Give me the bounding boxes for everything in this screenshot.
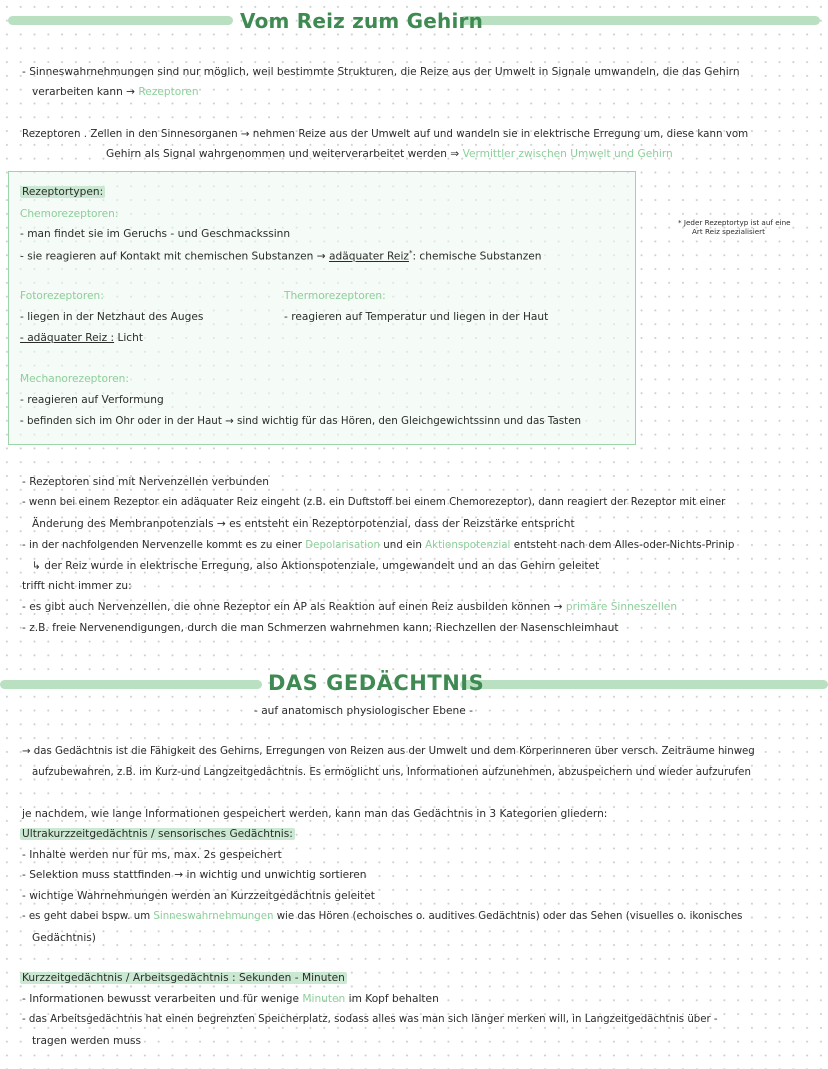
foto-2b: Licht: [117, 332, 143, 344]
title-bar-right: [460, 16, 820, 25]
chemo-2: [20, 249, 542, 263]
depolarisation-term: Depolarisation: [305, 539, 380, 551]
box-heading-text: Rezeptortypen:: [22, 186, 104, 198]
primaere-sinneszellen-term: primäre Sinneszellen: [565, 601, 678, 613]
categories-line: je nachdem, wie lange Informationen gespeichert werden, kann man das Gedächtnis in 3 Kategorien gliedern:: [22, 808, 608, 820]
gedaechtnis-def-2: aufzubewahren, z.B. im Kurz-und Langzeitgedächtnis. Es ermöglicht uns, Informationen aufzunehmen, abzuspeichern und wieder aufzurufen: [32, 767, 751, 778]
gedaechtnis-def-1: → das Gedächtnis ist die Fähigkeit des Gehirns, Erregungen von Reizen aus der Umwelt und dem Körperinneren über versch. Zeiträume hinweg: [22, 746, 755, 757]
ukzg-title-text: Ultrakurzzeitgedächtnis / sensorisches Gedächtnis:: [22, 828, 293, 840]
kzg-1-pre: - Informationen bewusst verarbeiten und für wenige: [22, 993, 299, 1005]
ukzg-4-line-2: Gedächtnis): [32, 932, 96, 944]
ukzg-1: - Inhalte werden nur für ms, max. 2s gespeichert: [22, 849, 282, 861]
title2-bar-right: [460, 680, 828, 689]
bullet-3-line-2: ↳ der Reiz wurde in elektrische Erregung, also Aktionspotenziale, umgewandelt und an das Gehirn geleitet: [32, 560, 600, 572]
side-note-line-2: Art Reiz spezialisiert: [692, 227, 765, 236]
bullet-2-line-1: - wenn bei einem Rezeptor ein adäquater Reiz eingeht (z.B. ein Duftstoff bei einem Chemorezeptor), dann reagiert der Rezeptor mit einer: [22, 497, 726, 508]
bullet-3-pre: - in der nachfolgenden Nervenzelle kommt es zu einer: [22, 539, 302, 551]
page-title: Vom Reiz zum Gehirn: [240, 9, 484, 33]
intro-line-2: [32, 86, 199, 98]
rez-def-line-1: Rezeptoren . Zellen in den Sinnesorganen → nehmen Reize aus der Umwelt auf und wandeln sie in elektrische Erregung um, diese kann vom: [22, 128, 749, 140]
section2-title: DAS GEDÄCHTNIS: [268, 671, 485, 695]
ukzg-4-post: wie das Hören (echoisches o. auditives Gedächtnis) oder das Sehen (visuelles o. ikonisches: [276, 911, 743, 922]
ukzg-title: [20, 828, 295, 840]
kzg-2-line-1: - das Arbeitsgedächtnis hat einen begrenzten Speicherplatz, sodass alles was man sich länger merken will, in Langzeitgedächtnis über -: [22, 1014, 718, 1025]
bullet-5-pre: - es gibt auch Nervenzellen, die ohne Rezeptor ein AP als Reaktion auf einen Reiz ausbilden können →: [22, 601, 563, 613]
rez-def-term: Vermittler zwischen Umwelt und Gehirn: [462, 148, 673, 160]
kzg-2-line-2: tragen werden muss: [32, 1035, 142, 1047]
thermo-title: Thermorezeptoren:: [284, 290, 386, 302]
title2-bar-left: [0, 680, 262, 689]
asterisk: *: [408, 249, 413, 257]
rez-def-line-2: [106, 148, 673, 160]
ukzg-4: [22, 911, 742, 922]
ukzg-4-pre: - es geht dabei bspw. um: [22, 911, 151, 922]
kzg-title-text: Kurzzeitgedächtnis / Arbeitsgedächtnis : Sekunden - Minuten: [22, 972, 345, 984]
bullet-2-line-2: Änderung des Membranpotenzials → es entsteht ein Rezeptorpotenzial, dass der Reizstärke entspricht: [32, 518, 575, 530]
minuten-term: Minuten: [302, 993, 346, 1005]
kzg-title: [20, 972, 347, 984]
title-bar-left: [8, 16, 233, 25]
sinneswahrnehmungen-term: Sinneswahrnehmungen: [153, 911, 274, 922]
bullet-3-mid: und ein: [383, 539, 422, 551]
chemo-title: Chemorezeptoren:: [20, 208, 119, 220]
kzg-1: [22, 993, 439, 1005]
rez-def-line-2-text: Gehirn als Signal wahrgenommen und weiterverarbeitet werden ⇒: [106, 148, 460, 160]
intro-line-2-text: verarbeiten kann →: [32, 86, 136, 98]
bullet-5: [22, 601, 677, 613]
mechano-title: Mechanorezeptoren:: [20, 373, 129, 385]
bullet-6: - z.B. freie Nervenendigungen, durch die man Schmerzen wahrnehmen kann; Riechzellen der Nasenschleimhaut: [22, 622, 619, 634]
ukzg-2: - Selektion muss stattfinden → in wichtig und unwichtig sortieren: [22, 869, 367, 881]
side-note-line-1: * Jeder Rezeptortyp ist auf eine: [678, 218, 791, 227]
foto-title: Fotorezeptoren:: [20, 290, 104, 302]
foto-1: - liegen in der Netzhaut des Auges: [20, 311, 204, 323]
side-note: [678, 218, 828, 236]
foto-2a: - adäquater Reiz :: [20, 332, 115, 344]
aktionspotenzial-term: Aktionspotenzial: [425, 539, 511, 551]
mechano-1: - reagieren auf Verformung: [20, 394, 164, 406]
chemo-2a: - sie reagieren auf Kontakt mit chemischen Substanzen →: [20, 250, 326, 263]
bullet-3-post: entsteht nach dem Alles-oder-Nichts-Prinip: [513, 539, 735, 551]
bullet-3: [22, 539, 734, 551]
bullet-4: trifft nicht immer zu:: [22, 580, 132, 592]
foto-2: [20, 332, 143, 344]
bullet-1: - Rezeptoren sind mit Nervenzellen verbunden: [22, 476, 269, 488]
mechano-2: - befinden sich im Ohr oder in der Haut → sind wichtig für das Hören, den Gleichgewichtssinn und das Tasten: [20, 415, 582, 427]
intro-term: Rezeptoren: [138, 86, 199, 98]
thermo-1: - reagieren auf Temperatur und liegen in der Haut: [284, 311, 549, 323]
intro-line-1: - Sinneswahrnehmungen sind nur möglich, weil bestimmte Strukturen, die Reize aus der Umwelt in Signale umwandeln, die das Gehirn: [22, 66, 740, 78]
box-heading: [20, 186, 105, 198]
chemo-1: - man findet sie im Geruchs - und Geschmackssinn: [20, 228, 291, 240]
chemo-2b: adäquater Reiz: [329, 250, 409, 263]
section2-subtitle: - auf anatomisch physiologischer Ebene -: [254, 705, 473, 717]
ukzg-3: - wichtige Wahrnehmungen werden an Kurzzeitgedächtnis geleitet: [22, 890, 375, 902]
kzg-1-post: im Kopf behalten: [348, 993, 439, 1005]
chemo-2c: : chemische Substanzen: [412, 250, 542, 263]
